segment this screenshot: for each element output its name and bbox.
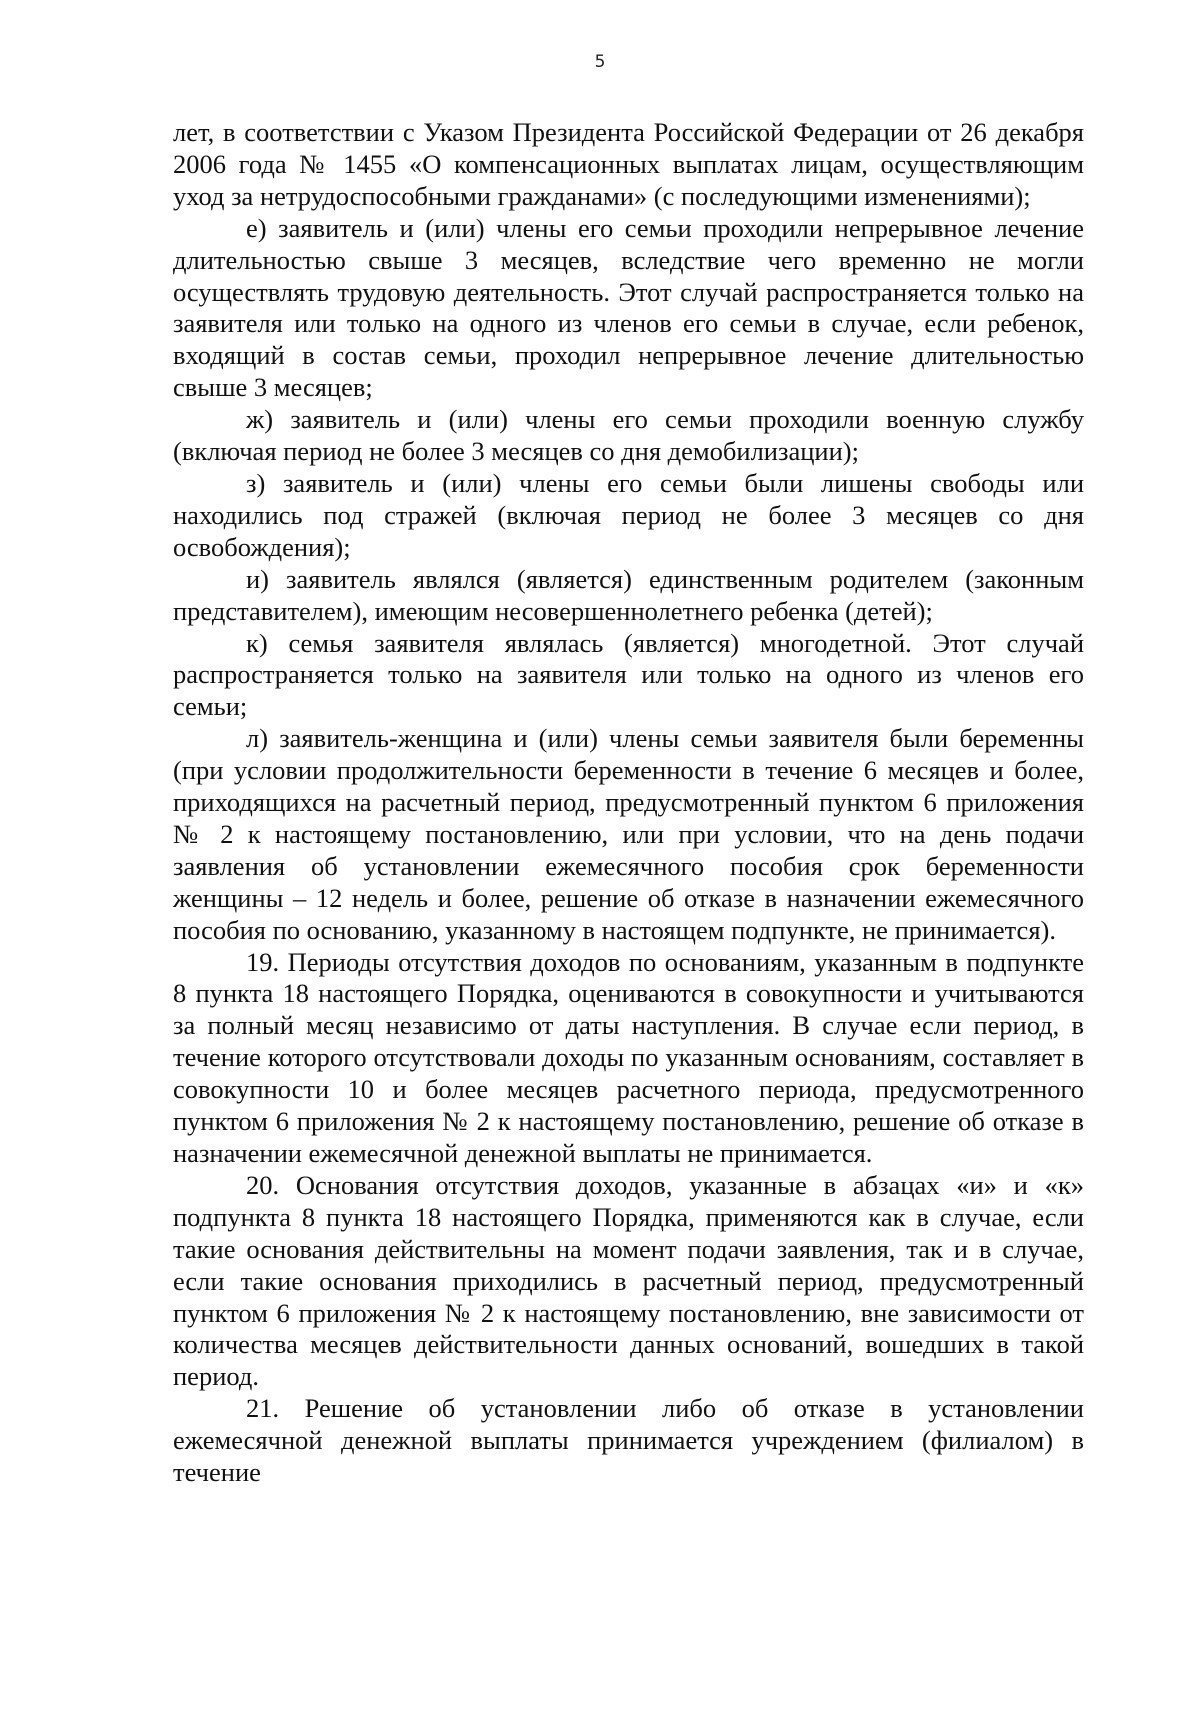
paragraph-continuation: лет, в соответствии с Указом Президента Российской Федерации от 26 декабря 2006 года № 1455 «О компенсационных выплатах лицам, осуществляющим уход за нетрудоспособными гражданами» (с последующими изменениями); xyxy=(173,117,1084,211)
paragraph-item-l: л) заявитель-женщина и (или) члены семьи заявителя были беременны (при условии продолжительности беременности в течение 6 месяцев и более, приходящихся на расчетный период, предусмотренный пунктом 6 приложения № 2 к настоящему постановлению, или при условии, что на день подачи заявления об установлении ежемесячного пособия срок беременности женщины – 12 недель и более, решение об отказе в назначении ежемесячного пособия по основанию, указанному в настоящем подпункте, не принимается). xyxy=(173,723,1084,945)
paragraph-item-e: е) заявитель и (или) члены его семьи проходили непрерывное лечение длительностью свыше 3 месяцев, вследствие чего временно не могли осуществлять трудовую деятельность. Этот случай распространяется только на заявителя или только на одного из членов его семьи в случае, если ребенок, входящий в состав семьи, проходил непрерывное лечение длительностью свыше 3 месяцев; xyxy=(173,212,1084,403)
page-number: 5 xyxy=(594,52,606,72)
paragraph-item-k: к) семья заявителя являлась (является) многодетной. Этот случай распространяется только на заявителя или только на одного из членов его семьи; xyxy=(173,627,1084,722)
paragraph-21: 21. Решение об установлении либо об отказе в установлении ежемесячной денежной выплаты принимается учреждением (филиалом) в течение xyxy=(173,1393,1084,1488)
document-body xyxy=(173,117,1084,1489)
paragraph-item-zh: ж) заявитель и (или) члены его семьи проходили военную службу (включая период не более 3 месяцев со дня демобилизации); xyxy=(173,404,1084,467)
paragraph-20: 20. Основания отсутствия доходов, указанные в абзацах «и» и «к» подпункта 8 пункта 18 настоящего Порядка, применяются как в случае, если такие основания действительны на момент подачи заявления, так и в случае, если такие основания приходились в расчетный период, предусмотренный пунктом 6 приложения № 2 к настоящему постановлению, вне зависимости от количества месяцев действительности данных оснований, вошедших в такой период. xyxy=(173,1169,1084,1392)
paragraph-item-i: и) заявитель являлся (является) единственным родителем (законным представителем), имеющим несовершеннолетнего ребенка (детей); xyxy=(173,563,1084,626)
paragraph-item-z: з) заявитель и (или) члены его семьи были лишены свободы или находились под стражей (включая период не более 3 месяцев со дня освобождения); xyxy=(173,467,1084,562)
paragraph-19: 19. Периоды отсутствия доходов по основаниям, указанным в подпункте 8 пункта 18 настоящего Порядка, оцениваются в совокупности и учитываются за полный месяц независимо от даты наступления. В случае если период, в течение которого отсутствовали доходы по указанным основаниям, составляет в совокупности 10 и более месяцев расчетного периода, предусмотренного пунктом 6 приложения № 2 к настоящему постановлению, решение об отказе в назначении ежемесячной денежной выплаты не принимается. xyxy=(173,946,1084,1168)
